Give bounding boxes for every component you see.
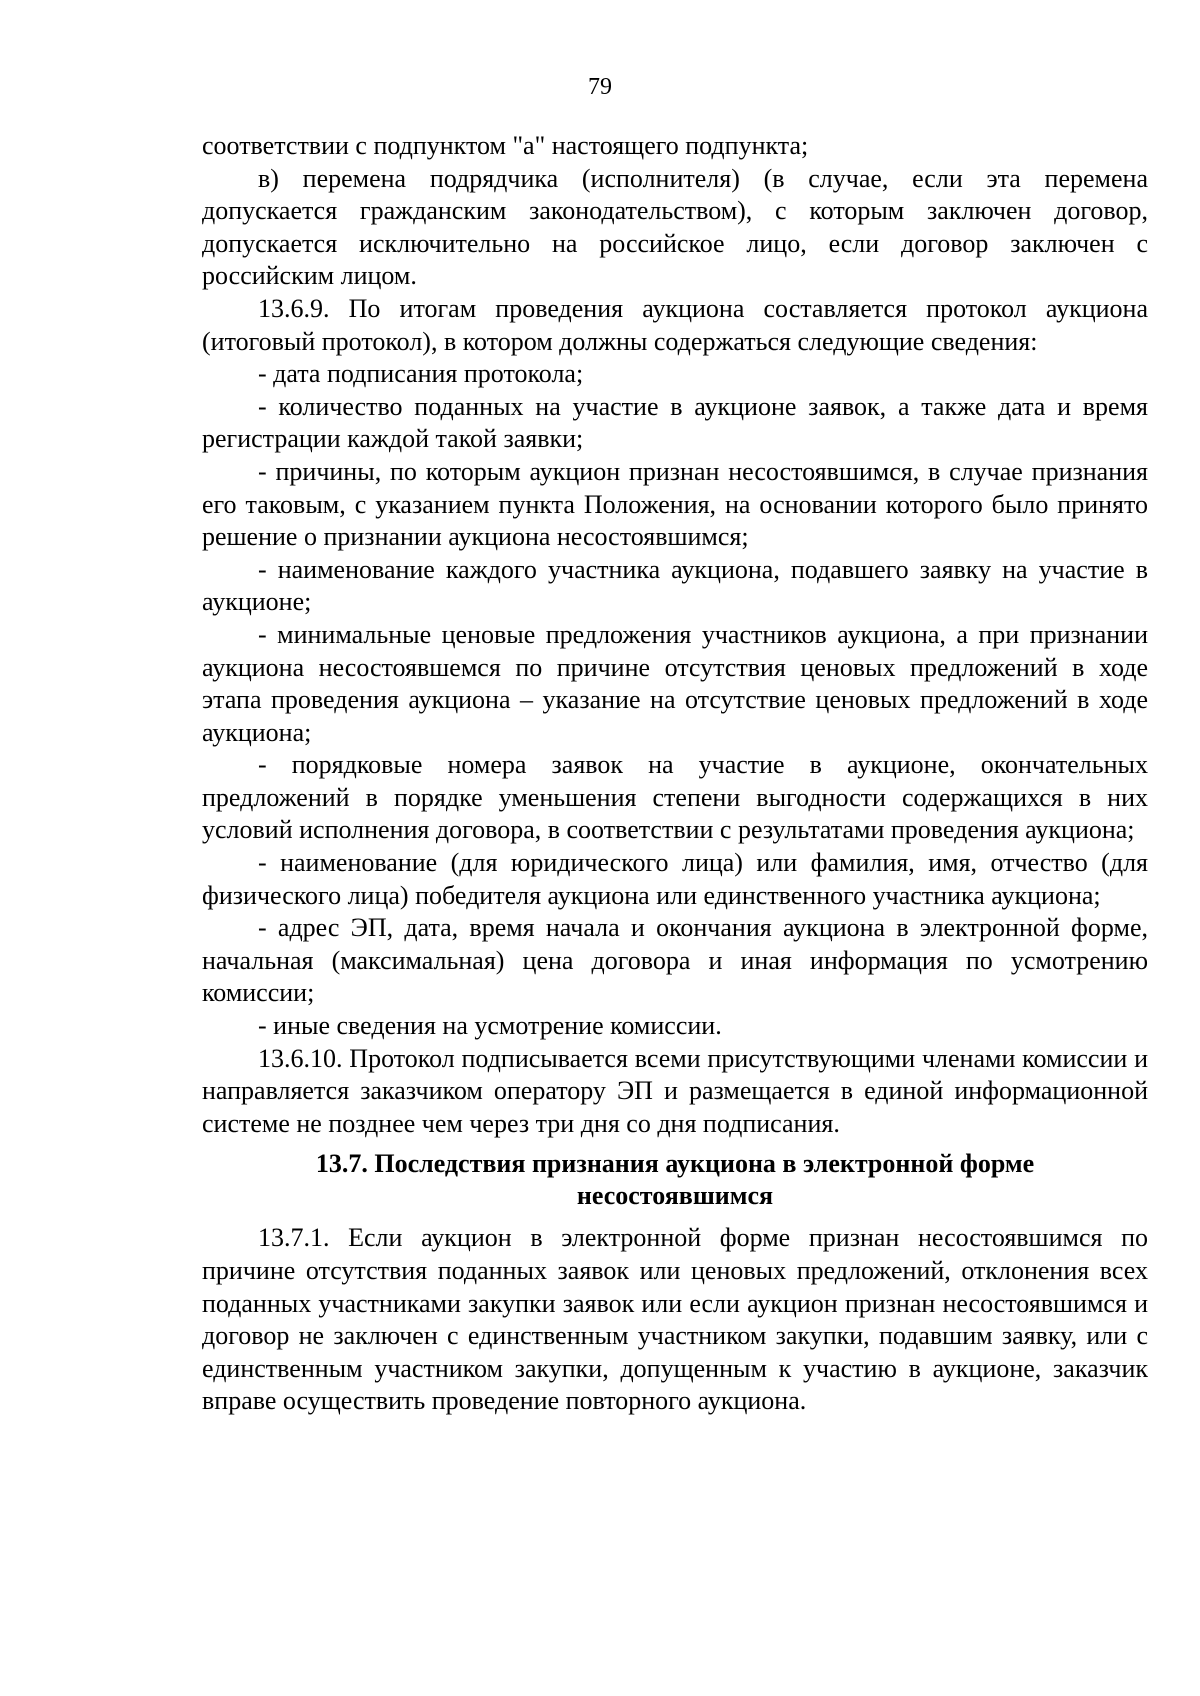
- list-item: - адрес ЭП, дата, время начала и окончания аукциона в электронной форме, начальная (максимальная) цена договора и иная информация по усмотрению комиссии;: [202, 913, 1148, 1008]
- paragraph: 13.6.9. По итогам проведения аукциона составляется протокол аукциона (итоговый протокол), в котором должны содержаться следующие сведения:: [202, 293, 1148, 356]
- list-item: - иные сведения на усмотрение комиссии.: [258, 1011, 722, 1041]
- section-heading-line: несостоявшимся: [576, 1181, 774, 1211]
- paragraph: в) перемена подрядчика (исполнителя) (в случае, если эта перемена допускается гражданским законодательством), с которым заключен договор, допускается исключительно на российское лицо, если договор заключен с российским лицом.: [202, 163, 1148, 291]
- list-item: - наименование (для юридического лица) или фамилия, имя, отчество (для физического лица) победителя аукциона или единственного участника аукциона;: [202, 848, 1148, 910]
- list-item: - количество поданных на участие в аукционе заявок, а также дата и время регистрации каждой такой заявки;: [202, 391, 1148, 454]
- list-item: - причины, по которым аукцион признан несостоявшимся, в случае признания его таковым, с указанием пункта Положения, на основании которого было принято решение о признании аукциона несостоявшимся;: [202, 456, 1148, 552]
- paragraph: соответствии с подпунктом "а" настоящего подпункта;: [202, 131, 809, 160]
- paragraph: 13.7.1. Если аукцион в электронной форме признан несостоявшимся по причине отсутствия поданных заявок или ценовых предложений, отклонения всех поданных участниками закупки заявок или если аукцион признан несостоявшимся и договор не заключен с единственным участником закупки, подавшим заявку, или с единственным участником закупки, допущенным к участию в аукционе, заказчик вправе осуществить проведение повторного аукциона.: [202, 1223, 1148, 1416]
- section-heading: [202, 1148, 1148, 1212]
- list-item: - минимальные ценовые предложения участников аукциона, а при признании аукциона несостоявшемся по причине отсутствия ценовых предложений в ходе этапа проведения аукциона – указание на отсутствие ценовых предложений в ходе аукциона;: [202, 619, 1148, 747]
- paragraph: 13.6.10. Протокол подписывается всеми присутствующими членами комиссии и направляется заказчиком оператору ЭП и размещается в единой информационной системе не позднее чем через три дня со дня подписания.: [202, 1043, 1148, 1138]
- section-heading-line: 13.7. Последствия признания аукциона в электронной форме: [315, 1149, 1035, 1179]
- list-item: - дата подписания протокола;: [258, 359, 584, 389]
- list-item: - наименование каждого участника аукциона, подавшего заявку на участие в аукционе;: [202, 554, 1148, 617]
- list-item: - порядковые номера заявок на участие в аукционе, окончательных предложений в порядке уменьшения степени выгодности содержащихся в них условий исполнения договора, в соответствии с результатами проведения аукциона;: [202, 750, 1148, 845]
- page-number: 79: [588, 74, 612, 100]
- document-body: [202, 130, 1148, 1418]
